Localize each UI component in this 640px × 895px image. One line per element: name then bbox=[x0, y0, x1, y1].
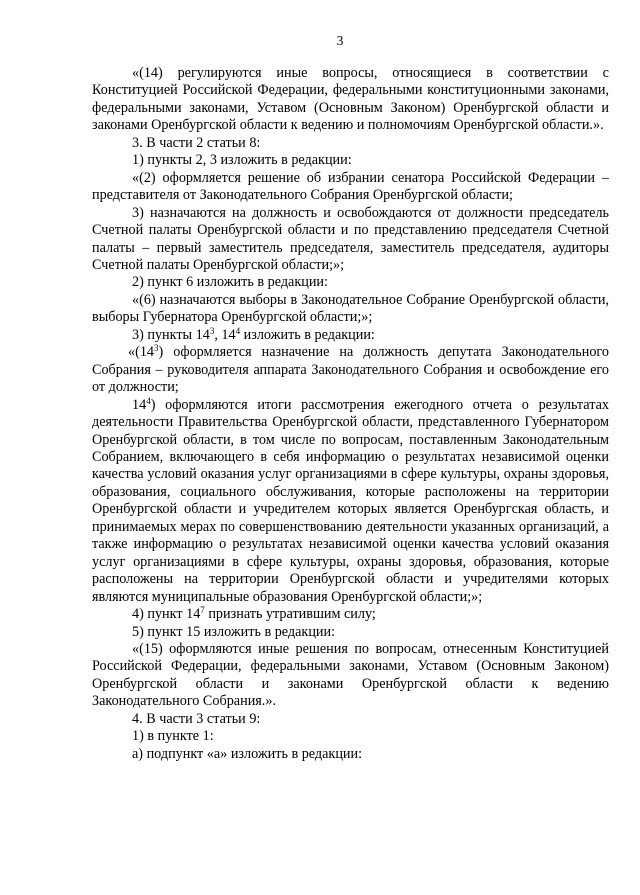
superscript: 4 bbox=[146, 395, 151, 406]
text-run: ) оформляются итоги рассмотрения ежегодного отчета о результатах деятельности Правительства Оренбургской области, представленного Губернатором Оренбургской области, в том числе по вопросам, поставленным Законодательным Собранием, включающего в себя информацию о результатах независимой оценки качества условий оказания услуг организациями в сфере культуры, охраны здоровья, образования, социального обслуживания, которые расположены на территории Оренбургской области и учредителем которых является Оренбургская область, и принимаемых мерах по совершенствованию деятельности указанных организаций, а также информацию о результатах независимой оценки качества условий оказания услуг организациями в сфере культуры, охраны здоровья, образования, которые расположены на территории Оренбургской области и учредителями которых являются муниципальные образования Оренбургской области;»; bbox=[92, 396, 609, 605]
text-run: 14 bbox=[132, 396, 147, 413]
paragraph bbox=[92, 728, 609, 745]
text-run: 3) пункты 14 bbox=[132, 326, 210, 343]
page-number: 3 bbox=[336, 33, 344, 48]
text-run: «(14 bbox=[128, 344, 155, 361]
text-run: «(2) оформляется решение об избрании сенатора Российской Федерации – представителя от Законодательного Собрания Оренбургской области; bbox=[92, 169, 609, 204]
text-run: изложить в редакции: bbox=[240, 326, 375, 343]
paragraph bbox=[92, 327, 609, 344]
text-run: 5) пункт 15 изложить в редакции: bbox=[132, 623, 336, 640]
paragraph bbox=[92, 397, 609, 606]
paragraph bbox=[92, 274, 609, 291]
paragraph bbox=[92, 205, 609, 275]
text-run: «(15) оформляются иные решения по вопросам, отнесенным Конституцией Российской Федерации, федеральными законами, Уставом (Основным Законом) Оренбургской области и законами Оренбургской области к ведению Законодательного Собрания.». bbox=[92, 640, 609, 710]
superscript: 3 bbox=[154, 343, 159, 354]
paragraph bbox=[92, 292, 609, 327]
paragraph bbox=[92, 65, 609, 135]
superscript: 4 bbox=[235, 325, 241, 336]
text-run: а) подпункт «а» изложить в редакции: bbox=[132, 745, 363, 762]
text-run: 1) в пункте 1: bbox=[132, 728, 214, 745]
paragraph bbox=[92, 711, 609, 728]
document-body bbox=[92, 65, 609, 763]
text-run: 4. В части 3 статьи 9: bbox=[132, 710, 261, 727]
text-run: 3. В части 2 статьи 8: bbox=[132, 134, 261, 151]
paragraph bbox=[92, 135, 609, 152]
superscript: 3 bbox=[209, 325, 215, 336]
text-run: 2) пункт 6 изложить в редакции: bbox=[132, 274, 328, 291]
text-run: 4) пункт 14 bbox=[132, 606, 201, 623]
paragraph bbox=[92, 152, 609, 169]
paragraph bbox=[92, 344, 609, 396]
paragraph bbox=[92, 746, 609, 763]
paragraph bbox=[92, 624, 609, 641]
text-run: ) оформляется назначение на должность депутата Законодательного Собрания – руководителя аппарата Законодательного Собрания и освобождение его от должности; bbox=[92, 344, 609, 396]
text-run: «(6) назначаются выборы в Законодательное Собрание Оренбургской области, выборы Губернатора Оренбургской области;»; bbox=[92, 291, 609, 326]
text-run: признать утратившим силу; bbox=[204, 606, 376, 623]
text-run: , 14 bbox=[214, 326, 236, 343]
text-run: «(14) регулируются иные вопросы, относящиеся в соответствии с Конституцией Российской Федерации, федеральными конституционными законами, федеральными законами, Уставом (Основным Законом) Оренбургской области и законами Оренбургской области к ведению и полномочиям Оренбургской области.». bbox=[92, 65, 609, 134]
superscript: 7 bbox=[200, 605, 205, 616]
paragraph bbox=[92, 606, 609, 623]
text-run: 1) пункты 2, 3 изложить в редакции: bbox=[132, 152, 352, 169]
paragraph bbox=[92, 170, 609, 205]
paragraph bbox=[92, 641, 609, 711]
text-run: 3) назначаются на должность и освобождаются от должности председатель Счетной палаты Оренбургской области и по представлению председателя Счетной палаты – первый заместитель председателя, заместитель председателя, аудиторы Счетной палаты Оренбургской области;»; bbox=[92, 204, 609, 273]
